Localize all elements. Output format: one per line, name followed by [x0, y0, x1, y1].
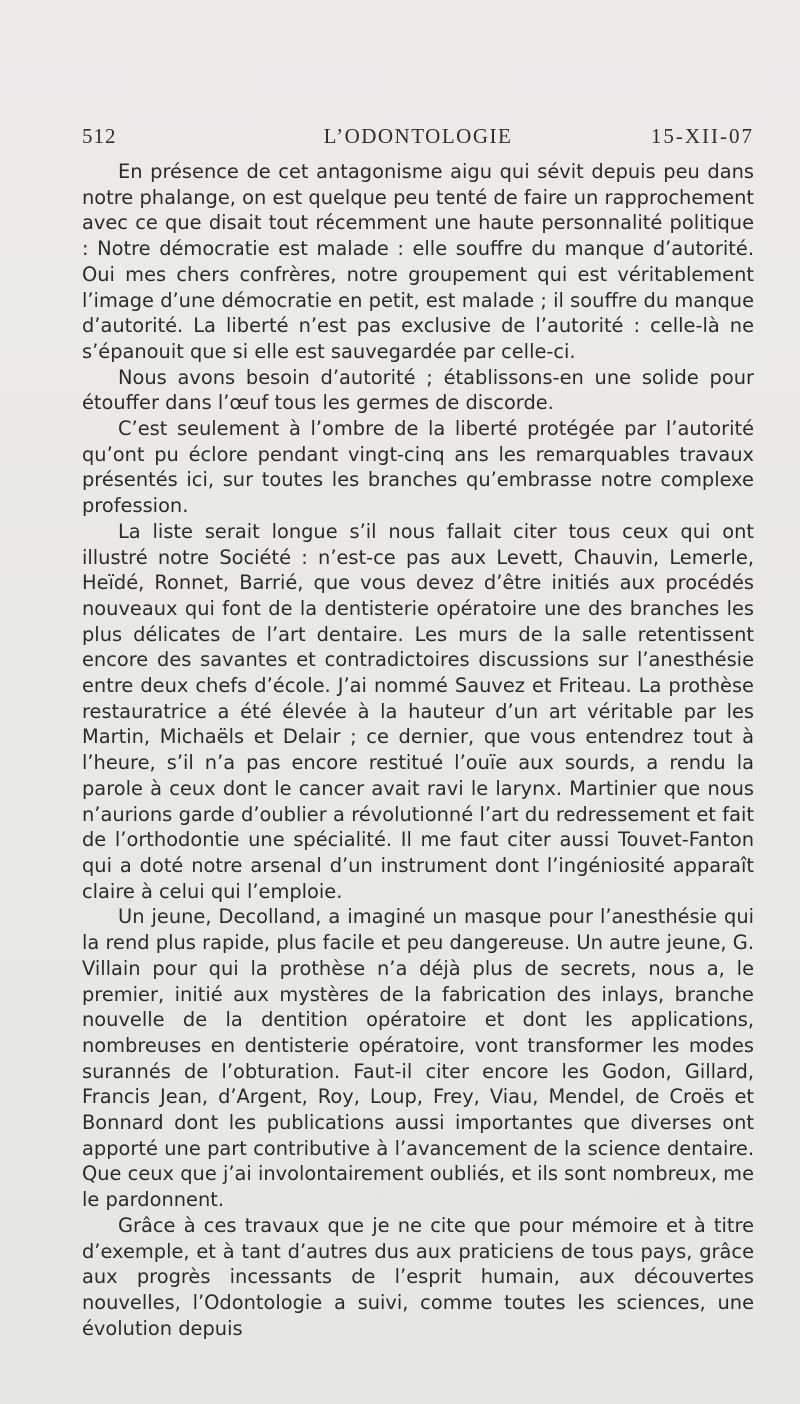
paragraph: Nous avons besoin d’autorité ; établissons-en une solide pour étouffer dans l’œuf tous les germes de discorde. [82, 365, 754, 415]
paragraph: Grâce à ces travaux que je ne cite que pour mémoire et à titre d’exemple, et à tant d’autres dus aux praticiens de tous pays, grâce aux progrès incessants de l’esprit humain, aux découvertes nouvelles, l’Odontologie a suivi, comme toutes les sciences, une évolution depuis [82, 1213, 754, 1340]
page-number: 512 [82, 124, 117, 148]
paragraph: La liste serait longue s’il nous fallait citer tous ceux qui ont illustré notre Société : n’est-ce pas aux Levett, Chauvin, Lemerle, Heïdé, Ronnet, Barrié, que vous devez d’être initiés aux procédés nouveaux qui font de la dentisterie opératoire une des branches les plus délicates de l’art dentaire. Les murs de la salle retentissent encore des savantes et contradictoires discussions sur l’anesthésie entre deux chefs d’école. J’ai nommé Sauvez et Friteau. La prothèse restauratrice a été élevée à la hauteur d’un art véritable par les Martin, Michaëls et Delair ; ce dernier, que vous entendrez tout à l’heure, s’il n’a pas encore restitué l’ouïe aux sourds, a rendu la parole à ceux dont le cancer avait ravi le larynx. Martinier que nous n’aurions garde d’oublier a révolutionné l’art du redressement et fait de l’orthodontie une spécialité. Il me faut citer aussi Touvet-Fanton qui a doté notre arsenal d’un instrument dont l’ingéniosité apparaît claire à celui qui l’emploie. [82, 519, 754, 903]
paragraph: En présence de cet antagonisme aigu qui sévit depuis peu dans notre phalange, on est quelque peu tenté de faire un rapprochement avec ce que disait tout récemment une haute personnalité politique : Notre démocratie est malade : elle souffre du manque d’autorité. Oui mes chers confrères, notre groupement qui est véritablement l’image d’une démocratie en petit, est malade ; il souffre du manque d’autorité. La liberté n’est pas exclusive de l’autorité : celle-là ne s’épanouit que si elle est sauvegardée par celle-ci. [82, 160, 754, 363]
paragraph: Un jeune, Decolland, a imaginé un masque pour l’anesthésie qui la rend plus rapide, plus facile et peu dangereuse. Un autre jeune, G. Villain pour qui la prothèse n’a déjà plus de secrets, nous a, le premier, initié aux mystères de la fabrication des inlays, branche nouvelle de la dentition opératoire et dont les applications, nombreuses en dentisterie opératoire, vont transformer les modes surannés de l’obturation. Faut-il citer encore les Godon, Gillard, Francis Jean, d’Argent, Roy, Loup, Frey, Viau, Mendel, de Croës et Bonnard dont les publications aussi importantes que diverses ont apporté une part contributive à l’avancement de la science dentaire. Que ceux que j’ai involontairement oubliés, et ils sont nombreux, me le pardonnent. [82, 905, 754, 1212]
issue-date: 15-XII-07 [650, 124, 754, 148]
running-header [82, 124, 754, 152]
body-text [82, 159, 754, 1341]
paragraph: C’est seulement à l’ombre de la liberté protégée par l’autorité qu’ont pu éclore pendant vingt-cinq ans les remarquables travaux présentés ici, sur toutes les branches qu’embrasse notre complexe profession. [82, 417, 754, 518]
journal-title: L’ODONTOLOGIE [323, 124, 513, 148]
